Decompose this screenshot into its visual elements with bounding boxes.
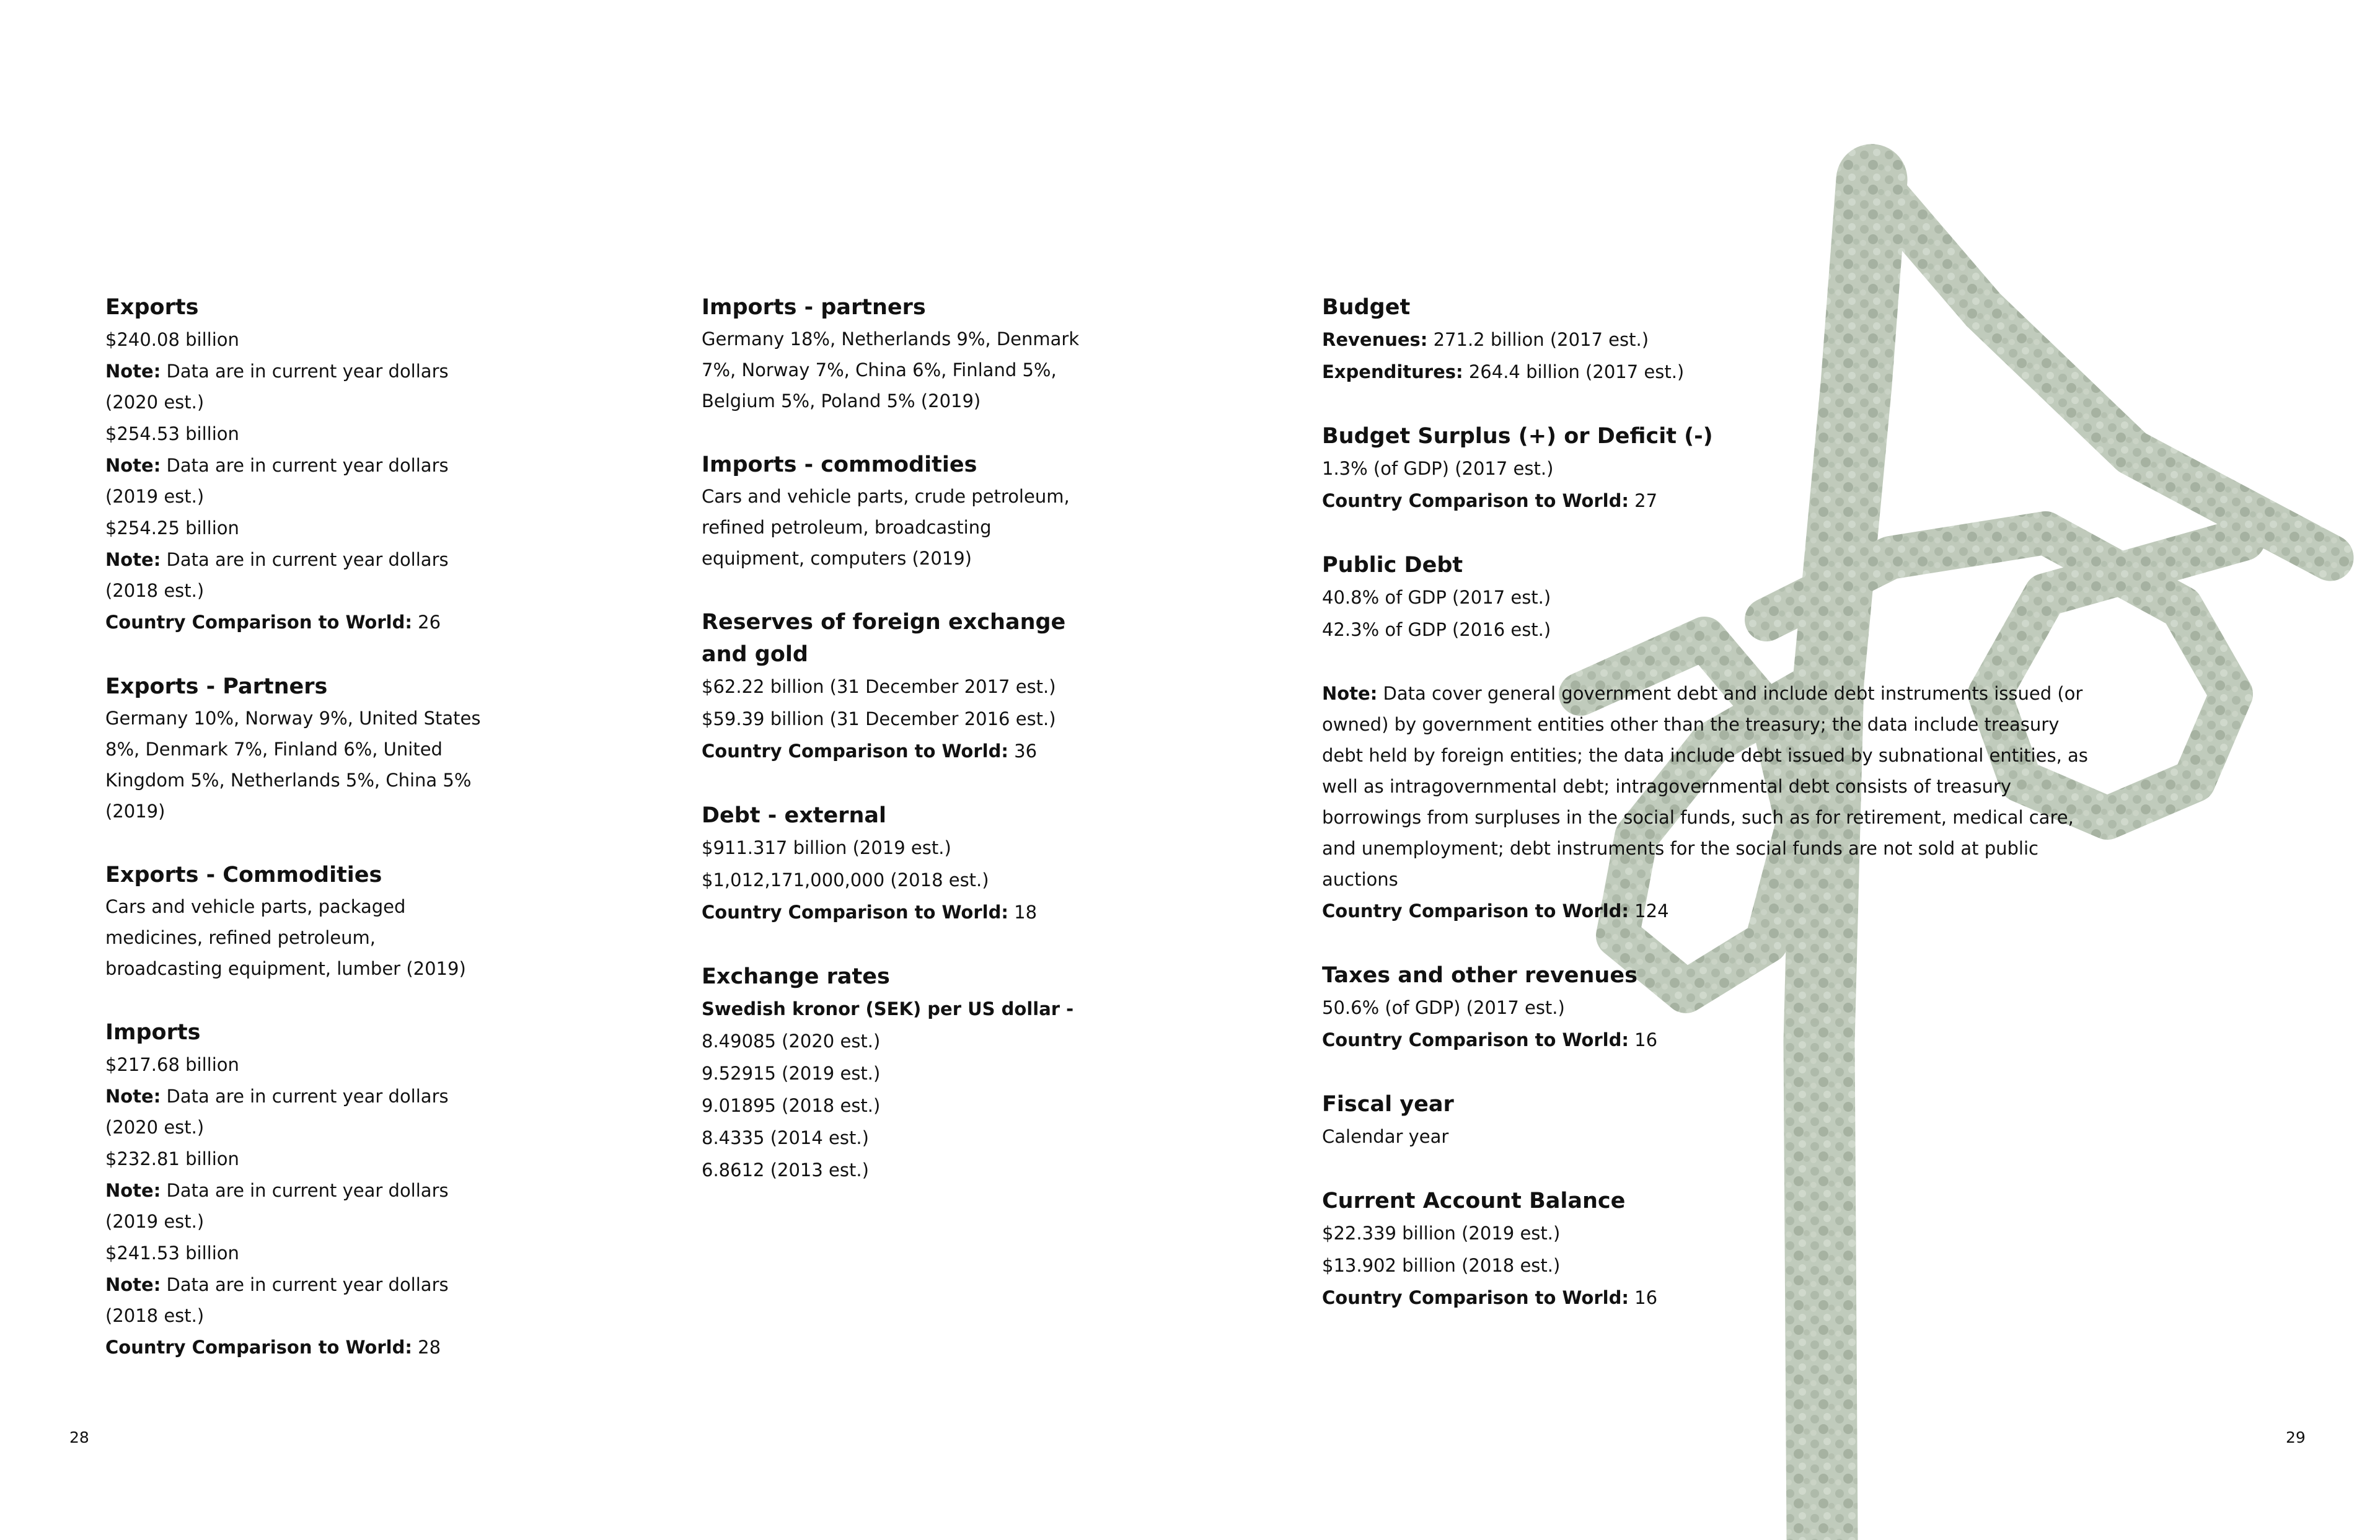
- exports-partners-text: Germany 10%, Norway 9%, United States 8%, Denmark 7%, Finland 6%, United Kingdom 5%, Netherlands 5%, China 5% (2019): [105, 708, 481, 822]
- reserves-rank: [702, 735, 1080, 767]
- surplus-rank: [1322, 485, 2103, 517]
- exports-2019-note: [105, 450, 483, 512]
- reserves-heading: Reserves of foreign exchange and gold: [702, 610, 1066, 667]
- note-text: Data cover general government debt and include debt instruments issued (or owned) by government entities other than the treasury; the data include treasury debt held by foreign entities; the data include debt issued by subnational entities, as well as intragovernmental debt; intragovernmental debt consists of treasury borrowings from surpluses in the social funds, such as for retirement, medical care, and unemployment; debt instruments for the social funds are not sold at public auctions: [1322, 683, 2088, 890]
- note-label: Note:: [105, 361, 161, 382]
- revenues-value: 271.2 billion (2017 est.): [1427, 329, 1649, 350]
- imports-partners-heading: Imports - partners: [702, 295, 926, 320]
- note-text: Data are in current year dollars (2019 est.): [105, 1180, 449, 1232]
- note-text: Data are in current year dollars (2018 est.): [105, 549, 449, 601]
- rank-value: 16: [1628, 1029, 1658, 1050]
- exchange-rates-section: [702, 961, 1080, 1186]
- imports-commodities-text: Cars and vehicle parts, crude petroleum, refined petroleum, broadcasting equipment, computers (2019): [702, 486, 1070, 569]
- public-debt-2016: 42.3% of GDP (2016 est.): [1322, 619, 1551, 640]
- imports-2019-note: [105, 1175, 483, 1237]
- public-debt-note: [1322, 678, 2103, 895]
- reserves-section: [702, 606, 1080, 767]
- note-label: Note:: [1322, 683, 1378, 704]
- rank-label: Country Comparison to World:: [1322, 1287, 1629, 1308]
- imports-heading: Imports: [105, 1020, 201, 1045]
- rank-label: Country Comparison to World:: [1322, 1029, 1629, 1050]
- exports-partners-section: [105, 671, 483, 827]
- imports-partners-text: Germany 18%, Netherlands 9%, Denmark 7%, Norway 7%, China 6%, Finland 5%, Belgium 5%, Poland 5% (2019): [702, 328, 1080, 411]
- rank-label: Country Comparison to World:: [105, 612, 412, 633]
- current-account-heading: Current Account Balance: [1322, 1189, 1626, 1213]
- exports-partners-heading: Exports - Partners: [105, 674, 328, 699]
- taxes-heading: Taxes and other revenues: [1322, 963, 1637, 988]
- exports-commodities-section: [105, 859, 483, 984]
- rank-label: Country Comparison to World:: [105, 1337, 412, 1358]
- imports-2020-note: [105, 1081, 483, 1143]
- fiscal-year-value: Calendar year: [1322, 1126, 1449, 1147]
- budget-revenues: [1322, 323, 2103, 356]
- public-debt-2017: 40.8% of GDP (2017 est.): [1322, 587, 1551, 608]
- taxes-value: 50.6% (of GDP) (2017 est.): [1322, 997, 1565, 1018]
- note-label: Note:: [105, 1086, 161, 1107]
- rank-value: 124: [1628, 900, 1669, 922]
- exports-2019-value: $254.53 billion: [105, 423, 239, 444]
- exports-2020-note: [105, 356, 483, 418]
- current-account-2018: $13.902 billion (2018 est.): [1322, 1255, 1561, 1276]
- exports-section: [105, 291, 483, 638]
- rank-value: 18: [1008, 902, 1038, 923]
- imports-2019-value: $232.81 billion: [105, 1148, 239, 1169]
- revenues-label: Revenues:: [1322, 329, 1428, 350]
- exports-commodities-heading: Exports - Commodities: [105, 863, 382, 887]
- expenditures-value: 264.4 billion (2017 est.): [1463, 361, 1685, 382]
- taxes-rank: [1322, 1024, 2103, 1056]
- note-text: Data are in current year dollars (2018 est.): [105, 1274, 449, 1326]
- surplus-section: [1322, 420, 2103, 517]
- current-account-2019: $22.339 billion (2019 est.): [1322, 1223, 1561, 1244]
- rank-label: Country Comparison to World:: [1322, 490, 1629, 511]
- note-text: Data are in current year dollars (2019 est.): [105, 455, 449, 507]
- debt-external-2019: $911.317 billion (2019 est.): [702, 837, 951, 858]
- exchange-rate-2020: 8.49085 (2020 est.): [702, 1031, 881, 1052]
- rank-value: 27: [1628, 490, 1658, 511]
- rank-value: 26: [412, 612, 441, 633]
- debt-external-heading: Debt - external: [702, 803, 887, 828]
- rank-value: 16: [1628, 1287, 1658, 1308]
- imports-commodities-heading: Imports - commodities: [702, 452, 977, 477]
- note-label: Note:: [105, 549, 161, 570]
- exchange-rates-heading: Exchange rates: [702, 964, 890, 989]
- budget-expenditures: [1322, 356, 2103, 388]
- budget-heading: Budget: [1322, 295, 1411, 320]
- imports-2018-value: $241.53 billion: [105, 1243, 239, 1264]
- exchange-rate-2014: 8.4335 (2014 est.): [702, 1127, 869, 1148]
- page-number-left: 28: [69, 1428, 89, 1446]
- surplus-value: 1.3% (of GDP) (2017 est.): [1322, 458, 1554, 479]
- taxes-section: [1322, 959, 2103, 1056]
- public-debt-section: [1322, 549, 2103, 927]
- rank-value: 36: [1008, 741, 1038, 762]
- exchange-rate-2013: 6.8612 (2013 est.): [702, 1159, 869, 1181]
- note-label: Note:: [105, 1274, 161, 1295]
- reserves-2017: $62.22 billion (31 December 2017 est.): [702, 676, 1056, 697]
- rank-label: Country Comparison to World:: [702, 902, 1008, 923]
- imports-commodities-section: [702, 449, 1080, 574]
- surplus-heading: Budget Surplus (+) or Deficit (-): [1322, 424, 1713, 449]
- page-number-right: 29: [2286, 1428, 2306, 1446]
- debt-external-section: [702, 799, 1080, 928]
- budget-section: [1322, 291, 2103, 388]
- right-column: [1322, 291, 2103, 1346]
- note-label: Note:: [105, 1180, 161, 1201]
- exchange-rates-subheading: Swedish kronor (SEK) per US dollar -: [702, 998, 1074, 1019]
- middle-column: [702, 291, 1080, 1218]
- imports-section: [105, 1016, 483, 1363]
- current-account-rank: [1322, 1282, 2103, 1314]
- imports-partners-section: [702, 291, 1080, 416]
- expenditures-label: Expenditures:: [1322, 361, 1463, 382]
- left-column: [105, 291, 483, 1396]
- imports-2020-value: $217.68 billion: [105, 1054, 239, 1075]
- debt-external-rank: [702, 896, 1080, 928]
- exports-commodities-text: Cars and vehicle parts, packaged medicines, refined petroleum, broadcasting equipment, lumber (2019): [105, 896, 466, 979]
- exports-heading: Exports: [105, 295, 199, 320]
- rank-value: 28: [412, 1337, 441, 1358]
- public-debt-rank: [1322, 895, 2103, 927]
- exports-2018-value: $254.25 billion: [105, 517, 239, 539]
- fiscal-year-section: [1322, 1088, 2103, 1153]
- note-text: Data are in current year dollars (2020 est.): [105, 361, 449, 413]
- debt-external-2018: $1,012,171,000,000 (2018 est.): [702, 869, 989, 891]
- exports-2020-value: $240.08 billion: [105, 329, 239, 350]
- note-label: Note:: [105, 455, 161, 476]
- rank-label: Country Comparison to World:: [702, 741, 1008, 762]
- exchange-rate-2019: 9.52915 (2019 est.): [702, 1063, 881, 1084]
- current-account-section: [1322, 1185, 2103, 1314]
- note-text: Data are in current year dollars (2020 est.): [105, 1086, 449, 1138]
- exchange-rate-2018: 9.01895 (2018 est.): [702, 1095, 881, 1116]
- exports-rank: [105, 606, 483, 638]
- fiscal-year-heading: Fiscal year: [1322, 1092, 1454, 1117]
- imports-2018-note: [105, 1269, 483, 1331]
- reserves-2016: $59.39 billion (31 December 2016 est.): [702, 708, 1056, 729]
- imports-rank: [105, 1331, 483, 1363]
- exports-2018-note: [105, 544, 483, 606]
- public-debt-heading: Public Debt: [1322, 553, 1463, 578]
- rank-label: Country Comparison to World:: [1322, 900, 1629, 922]
